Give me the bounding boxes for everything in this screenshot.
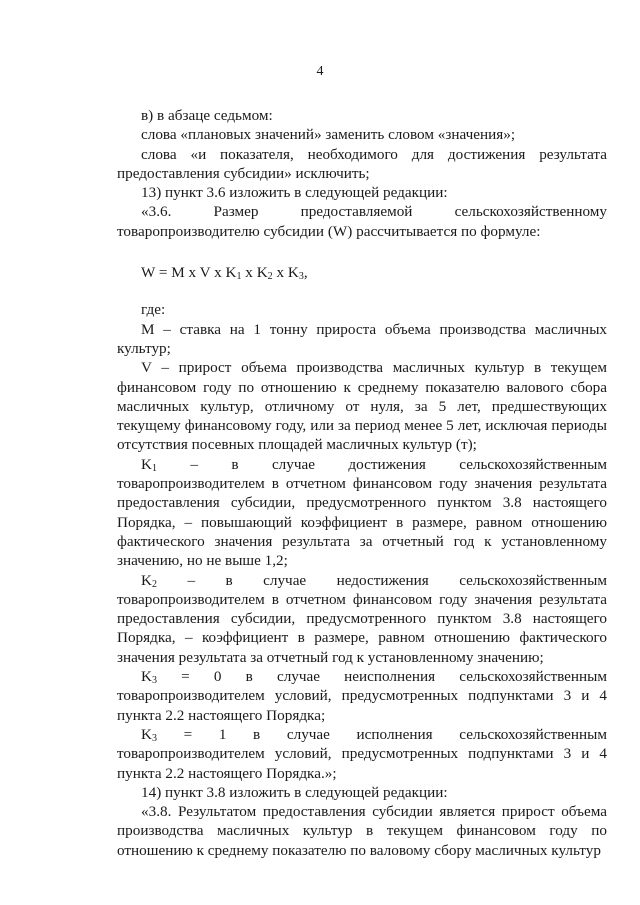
k3a-text: = 0 в случае неисполнения сельскохозяйственным товаропроизводителем условий, предусмотренных подпунктами 3 и 4 пункта 2.2 настоящего Порядка; [117,668,607,724]
definition-k3-one [117,725,607,783]
k2-sub: 2 [151,578,157,590]
formula-k3-sub: 3 [298,271,304,283]
definition-k3-zero [117,667,607,725]
k3a-label: K [141,668,152,686]
formula-main: W = M x V x K [141,264,237,282]
paragraph-item-13: 13) пункт 3.6 изложить в следующей редакции: [141,184,448,202]
k3b-text: = 1 в случае исполнения сельскохозяйственным товаропроизводителем условий, предусмотренных подпунктами 3 и 4 пункта 2.2 настоящего Порядка.»; [117,725,607,782]
k2-text: – в случае недостижения сельскохозяйственным товаропроизводителем в отчетном финансовом году значения результата предоставления субсидии, предусмотренного пунктом 3.8 настоящего Порядка, – коэффициент в размере, равном отношению фактического значения результата за отчетный год к установленному значению; [117,571,607,666]
definition-k1 [117,455,607,571]
formula-x2: x K [241,264,268,282]
k2-label: K [141,571,152,589]
paragraph-3-8: «3.8. Результатом предоставления субсидии является прирост объема производства масличных культур в текущем финансовом году по отношению к среднему показателю по валовому сбору масличных культур [117,803,607,859]
formula-k1-sub: 1 [236,271,242,283]
paragraph-amendment-v: в) в абзаце седьмом: [141,107,273,124]
k1-label: K [141,455,152,473]
k3b-label: K [141,725,152,743]
paragraph-replace-words: слова «плановых значений» заменить словом «значения»; [141,126,516,144]
page-number: 4 [316,64,324,79]
k1-sub: 1 [151,462,157,474]
paragraph-where: где: [141,301,166,319]
definition-v: V – прирост объема производства масличных культур в текущем финансовом году по отношению к среднему показателю валового сбора масличных культур, отличному от нуля, за 5 лет, предшествующих текущему финансовому году, или за период менее 5 лет, исключая периоды отсутствия посевных площадей масличных культур (т); [117,359,607,454]
k1-text: – в случае достижения сельскохозяйственным товаропроизводителем в отчетном финансовом году значения результата предоставления субсидии, предусмотренного пунктом 3.8 настоящего Порядка, – повышающий коэффициент в размере, равном отношению фактического значения результата за отчетный год к установленному значению, но не выше 1,2; [117,455,607,570]
subsidy-formula [141,263,607,282]
paragraph-3-6: «3.6. Размер предоставляемой сельскохозяйственному товаропроизводителю субсидии (W) рассчитывается по формуле: [117,203,607,240]
formula-end: , [303,264,308,282]
k3b-sub: 3 [151,732,157,744]
paragraph-exclude-words: слова «и показателя, необходимого для достижения результата предоставления субсидии» исключить; [117,145,607,182]
formula-x3: x K [272,264,299,282]
paragraph-item-14: 14) пункт 3.8 изложить в следующей редакции: [141,783,448,801]
k3a-sub: 3 [151,675,157,687]
formula-k2-sub: 2 [267,271,273,283]
document-body [117,106,607,860]
definition-m: M – ставка на 1 тонну прироста объема производства масличных культур; [117,320,607,357]
definition-k2 [117,571,607,667]
